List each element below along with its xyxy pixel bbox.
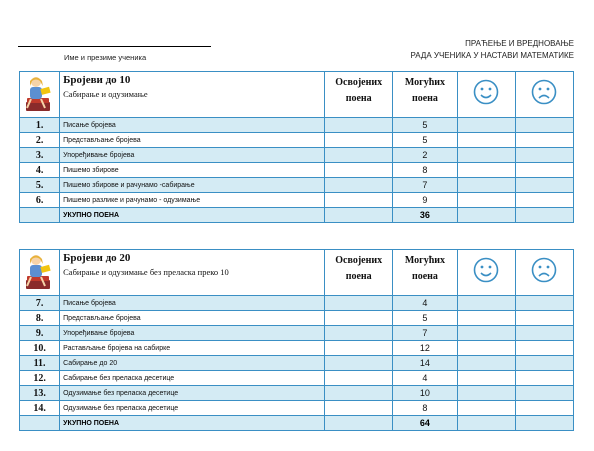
table-row	[20, 118, 574, 133]
table-row	[20, 386, 574, 401]
task-name: Упоређивање бројева	[60, 326, 325, 341]
section-title: Бројеви до 10	[63, 74, 131, 86]
frowny-check-cell[interactable]	[515, 401, 573, 416]
row-number: 12.	[20, 371, 60, 386]
frowny-check-cell[interactable]	[515, 193, 573, 208]
earned-points-cell[interactable]	[325, 386, 393, 401]
frowny-check-cell[interactable]	[515, 356, 573, 371]
table-row	[20, 178, 574, 193]
frowny-check-cell[interactable]	[515, 148, 573, 163]
task-name: Писање бројева	[60, 118, 325, 133]
row-number: 1.	[20, 118, 60, 133]
section-table-numbers-to-10	[19, 71, 574, 223]
earned-points-cell[interactable]	[325, 401, 393, 416]
earned-points-cell[interactable]	[325, 163, 393, 178]
possible-points-value: 7	[393, 326, 457, 341]
frowny-check-cell[interactable]	[515, 296, 573, 311]
smiley-check-cell[interactable]	[457, 341, 515, 356]
smiley-check-cell[interactable]	[457, 311, 515, 326]
girl-reading-icon	[24, 252, 54, 290]
possible-points-value: 4	[393, 296, 457, 311]
section-icon-cell	[20, 72, 60, 118]
section-subtitle: Сабирање и одузимање	[63, 89, 148, 99]
frowny-check-cell[interactable]	[515, 371, 573, 386]
frowny-check-cell[interactable]	[515, 163, 573, 178]
task-name: Пишемо збирове	[60, 163, 325, 178]
total-frowny-cell[interactable]	[515, 208, 573, 223]
section-topic-cell	[60, 250, 325, 296]
total-earned-cell[interactable]	[325, 416, 393, 431]
section-header-row	[20, 250, 574, 296]
total-earned-cell[interactable]	[325, 208, 393, 223]
smiley-check-cell[interactable]	[457, 178, 515, 193]
document-title-line2: РАДА УЧЕНИКА У НАСТАВИ МАТЕМАТИКЕ	[410, 51, 574, 60]
table-row	[20, 326, 574, 341]
earned-points-cell[interactable]	[325, 296, 393, 311]
row-number: 9.	[20, 326, 60, 341]
frowny-check-cell[interactable]	[515, 326, 573, 341]
row-number: 13.	[20, 386, 60, 401]
table-row	[20, 371, 574, 386]
earned-points-header: Освојених поена	[325, 72, 393, 118]
earned-points-cell[interactable]	[325, 371, 393, 386]
task-name: Упоређивање бројева	[60, 148, 325, 163]
earned-points-cell[interactable]	[325, 193, 393, 208]
task-name: Пишемо разлике и рачунамо - одузимање	[60, 193, 325, 208]
row-number: 10.	[20, 341, 60, 356]
table-row	[20, 341, 574, 356]
table-row	[20, 193, 574, 208]
section-icon-cell	[20, 250, 60, 296]
possible-points-value: 10	[393, 386, 457, 401]
smiley-check-cell[interactable]	[457, 148, 515, 163]
task-name: Представљање бројева	[60, 311, 325, 326]
frowny-check-cell[interactable]	[515, 341, 573, 356]
section-table-numbers-to-20	[19, 249, 574, 431]
possible-points-value: 2	[393, 148, 457, 163]
smiley-check-cell[interactable]	[457, 386, 515, 401]
frowny-check-cell[interactable]	[515, 311, 573, 326]
total-blank-cell	[20, 208, 60, 223]
section-topic-cell	[60, 72, 325, 118]
smiley-check-cell[interactable]	[457, 163, 515, 178]
possible-points-value: 8	[393, 163, 457, 178]
possible-points-value: 4	[393, 371, 457, 386]
total-row	[20, 416, 574, 431]
total-possible-value: 36	[393, 208, 457, 223]
possible-points-header: Могућих поена	[393, 72, 457, 118]
row-number: 2.	[20, 133, 60, 148]
total-label: УКУПНО ПОЕНА	[60, 416, 325, 431]
earned-points-cell[interactable]	[325, 148, 393, 163]
earned-points-cell[interactable]	[325, 178, 393, 193]
table-row	[20, 163, 574, 178]
row-number: 11.	[20, 356, 60, 371]
row-number: 7.	[20, 296, 60, 311]
smiley-check-cell[interactable]	[457, 326, 515, 341]
earned-points-cell[interactable]	[325, 118, 393, 133]
smiley-check-cell[interactable]	[457, 133, 515, 148]
frowny-face-icon	[515, 72, 573, 118]
possible-points-value: 5	[393, 133, 457, 148]
smiley-face-icon	[457, 250, 515, 296]
table-row	[20, 311, 574, 326]
earned-points-cell[interactable]	[325, 311, 393, 326]
total-possible-value: 64	[393, 416, 457, 431]
total-label: УКУПНО ПОЕНА	[60, 208, 325, 223]
table-row	[20, 133, 574, 148]
possible-points-value: 12	[393, 341, 457, 356]
possible-points-value: 7	[393, 178, 457, 193]
task-name: Сабирање до 20	[60, 356, 325, 371]
total-smiley-cell[interactable]	[457, 208, 515, 223]
table-row	[20, 296, 574, 311]
smiley-face-icon	[457, 72, 515, 118]
row-number: 3.	[20, 148, 60, 163]
section-header-row	[20, 72, 574, 118]
frowny-check-cell[interactable]	[515, 118, 573, 133]
row-number: 8.	[20, 311, 60, 326]
total-row	[20, 208, 574, 223]
task-name: Представљање бројева	[60, 133, 325, 148]
possible-points-value: 5	[393, 118, 457, 133]
smiley-check-cell[interactable]	[457, 401, 515, 416]
row-number: 5.	[20, 178, 60, 193]
row-number: 4.	[20, 163, 60, 178]
girl-reading-icon	[24, 74, 54, 112]
task-name: Растављање бројева на сабирке	[60, 341, 325, 356]
total-smiley-cell[interactable]	[457, 416, 515, 431]
section-subtitle: Сабирање и одузимање без преласка преко 10	[63, 267, 229, 277]
table-row	[20, 401, 574, 416]
section-title: Бројеви до 20	[63, 252, 131, 264]
frowny-check-cell[interactable]	[515, 133, 573, 148]
earned-points-header: Освојених поена	[325, 250, 393, 296]
possible-points-value: 5	[393, 311, 457, 326]
task-name: Сабирање без преласка десетице	[60, 371, 325, 386]
frowny-check-cell[interactable]	[515, 178, 573, 193]
possible-points-header: Могућих поена	[393, 250, 457, 296]
earned-points-cell[interactable]	[325, 133, 393, 148]
smiley-check-cell[interactable]	[457, 371, 515, 386]
smiley-check-cell[interactable]	[457, 118, 515, 133]
document-title-line1: ПРАЋЕЊЕ И ВРЕДНОВАЊЕ	[465, 39, 574, 48]
possible-points-value: 8	[393, 401, 457, 416]
student-name-line[interactable]	[18, 46, 211, 47]
total-blank-cell	[20, 416, 60, 431]
earned-points-cell[interactable]	[325, 326, 393, 341]
table-row	[20, 148, 574, 163]
earned-points-cell[interactable]	[325, 356, 393, 371]
document-title	[411, 38, 575, 62]
possible-points-value: 9	[393, 193, 457, 208]
student-name-label: Име и презиме ученика	[64, 53, 147, 62]
frowny-face-icon	[515, 250, 573, 296]
task-name: Пишемо збирове и рачунамо -сабирање	[60, 178, 325, 193]
task-name: Одузимање без преласка десетице	[60, 401, 325, 416]
task-name: Писање бројева	[60, 296, 325, 311]
earned-points-cell[interactable]	[325, 341, 393, 356]
possible-points-value: 14	[393, 356, 457, 371]
total-frowny-cell[interactable]	[515, 416, 573, 431]
frowny-check-cell[interactable]	[515, 386, 573, 401]
smiley-check-cell[interactable]	[457, 193, 515, 208]
smiley-check-cell[interactable]	[457, 296, 515, 311]
row-number: 6.	[20, 193, 60, 208]
smiley-check-cell[interactable]	[457, 356, 515, 371]
task-name: Одузимање без преласка десетице	[60, 386, 325, 401]
table-row	[20, 356, 574, 371]
row-number: 14.	[20, 401, 60, 416]
